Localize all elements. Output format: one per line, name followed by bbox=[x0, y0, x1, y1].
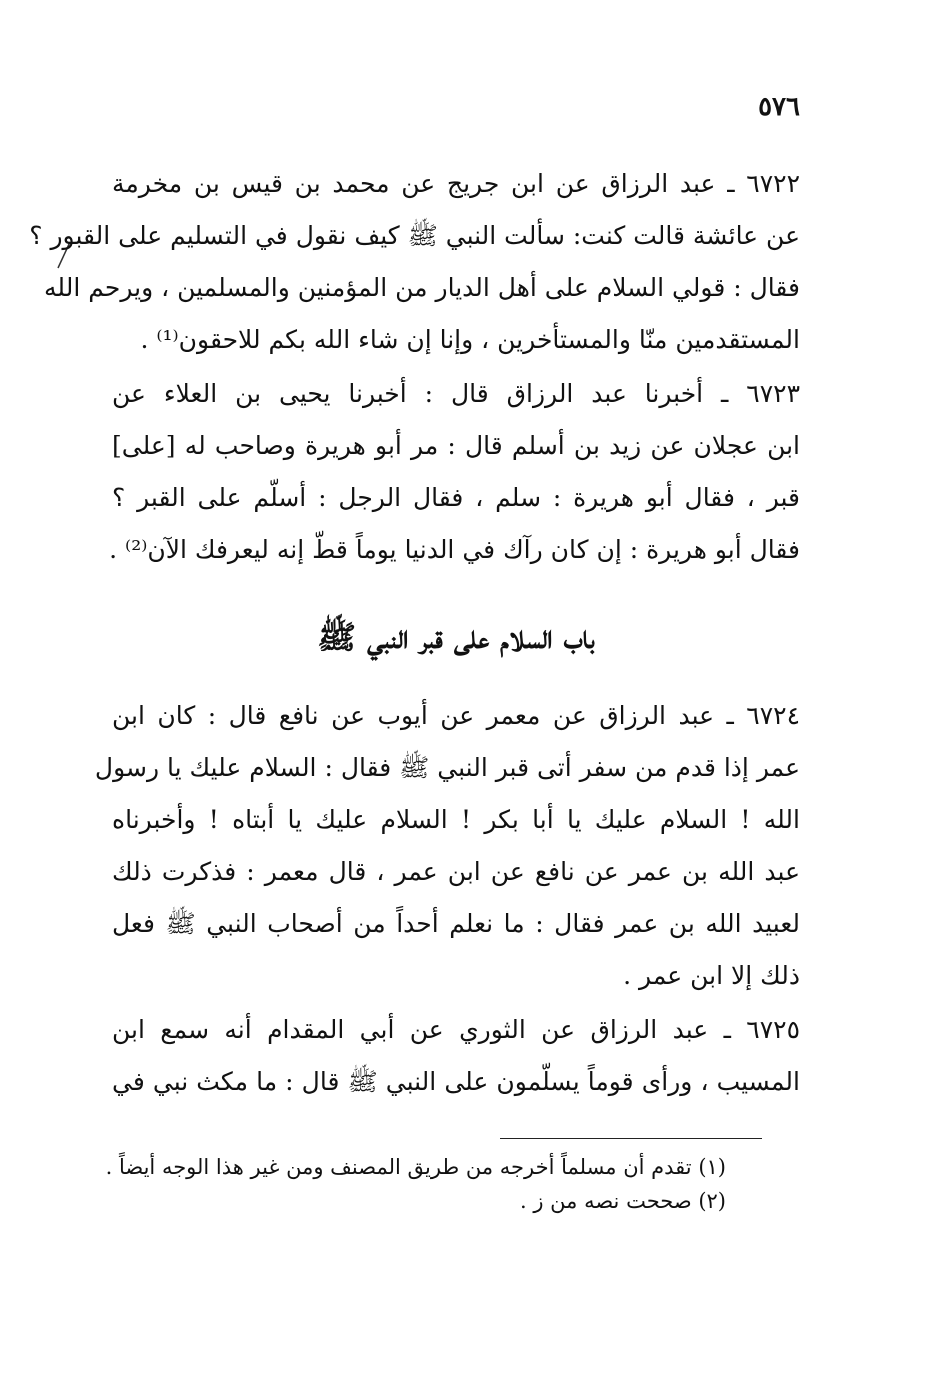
hadith-line: عبد الله بن عمر عن نافع عن ابن عمر ، قال معمر : فذكرت ذلك bbox=[112, 857, 800, 886]
hadith-line: ٦٧٢٢ ـ عبد الرزاق عن ابن جريج عن محمد بن قيس بن مخرمة bbox=[112, 169, 800, 198]
hadith-line: لعبيد الله بن عمر فقال : ما نعلم أحداً من أصحاب النبي ﷺ فعل bbox=[112, 909, 800, 938]
hadith-line: ٦٧٢٣ ـ أخبرنا عبد الرزاق قال : أخبرنا يحيى بن العلاء عن bbox=[112, 379, 800, 408]
page-number: ٥٧٦ bbox=[758, 92, 800, 122]
hadith-6723 bbox=[109, 368, 800, 576]
hadith-line: الله ! السلام عليك يا أبا بكر ! السلام عليك يا أبتاه ! وأخبرناه bbox=[112, 805, 800, 834]
hadith-line: فقال أبو هريرة : إن كان رآك في الدنيا يوماً قطّ إنه ليعرفك الآن⁽²⁾ . bbox=[109, 535, 800, 564]
hadith-line: ابن عجلان عن زيد بن أسلم قال : مر أبو هريرة وصاحب له [على] bbox=[112, 431, 800, 460]
hadith-line: ذلك إلا ابن عمر . bbox=[623, 961, 800, 990]
hadith-line: ٦٧٢٤ ـ عبد الرزاق عن معمر عن أيوب عن نافع قال : كان ابن bbox=[112, 701, 800, 730]
hadith-line: فقال : قولي السلام على أهل الديار من المؤمنين والمسلمين ، ويرحم الله bbox=[44, 273, 800, 302]
chapter-title: باب السلام على قبر النبي ﷺ bbox=[317, 618, 595, 656]
hadith-6722 bbox=[29, 158, 800, 366]
footnotes bbox=[105, 1150, 726, 1218]
hadith-6724 bbox=[94, 690, 800, 1002]
hadith-line: المسيب ، ورأى قوماً يسلّمون على النبي ﷺ قال : ما مكث نبي في bbox=[112, 1067, 800, 1096]
footnote-2: (٢) صححت نصه من ز . bbox=[520, 1189, 726, 1213]
hadith-line: قبر ، فقال أبو هريرة : سلم ، فقال الرجل : أسلّم على القبر ؟ bbox=[112, 483, 800, 512]
footnote-1: (١) تقدم أن مسلماً أخرجه من طريق المصنف ومن غير هذا الوجه أيضاً . bbox=[105, 1155, 726, 1179]
hadith-line: عمر إذا قدم من سفر أتى قبر النبي ﷺ فقال : السلام عليك يا رسول bbox=[94, 753, 800, 782]
hadith-line: ٦٧٢٥ ـ عبد الرزاق عن الثوري عن أبي المقدام أنه سمع ابن bbox=[112, 1015, 800, 1044]
footnote-divider bbox=[500, 1138, 762, 1139]
hadith-6725 bbox=[112, 1004, 800, 1108]
hadith-line: عن عائشة قالت كنت: سألت النبي ﷺ كيف نقول في التسليم على القبور ؟ bbox=[29, 221, 800, 250]
hadith-line: المستقدمين منّا والمستأخرين ، وإنا إن شاء الله بكم للاحقون⁽¹⁾ . bbox=[140, 325, 800, 354]
